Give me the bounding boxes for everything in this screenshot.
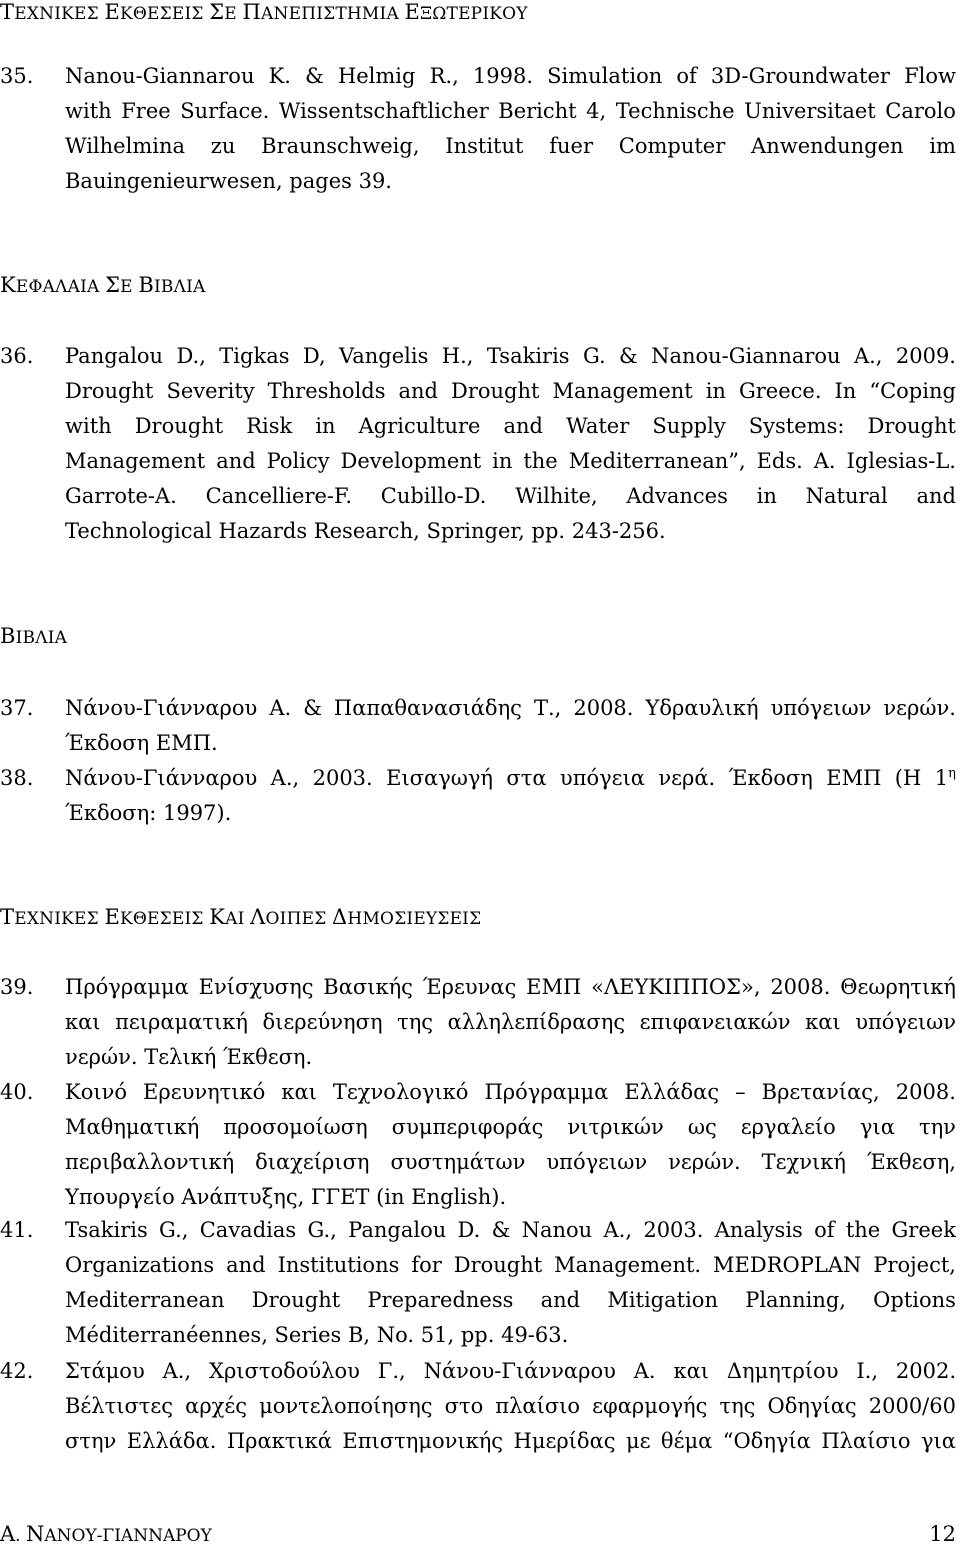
word: Nanou bbox=[521, 1218, 593, 1242]
word: Βρετανίας, bbox=[761, 1080, 880, 1104]
entry-line bbox=[65, 1248, 956, 1282]
initial-letter: Ν bbox=[25, 1522, 45, 1546]
word: Tsakiris bbox=[486, 344, 570, 368]
word: the bbox=[845, 1218, 881, 1242]
word: εφαρμογής bbox=[592, 1394, 708, 1418]
word: με bbox=[625, 1429, 651, 1453]
page-number: 12 bbox=[929, 1522, 956, 1546]
word: Policy bbox=[266, 449, 330, 473]
word: Iglesias-L. bbox=[846, 449, 956, 473]
word: νερών. bbox=[668, 1150, 741, 1174]
word: Technische bbox=[615, 99, 735, 123]
word: for bbox=[411, 1253, 442, 1277]
word: Simulation bbox=[547, 64, 663, 88]
word: νερών. bbox=[883, 696, 956, 720]
entry-number: 41. bbox=[0, 1218, 34, 1242]
initial-letter: Ε bbox=[104, 0, 120, 24]
word: Wissentschaftlicher bbox=[278, 99, 489, 123]
word: in bbox=[492, 449, 513, 473]
word-rest: ΙΒΛΙΑ bbox=[15, 628, 68, 648]
heading-text bbox=[0, 273, 206, 297]
word: Water bbox=[566, 414, 630, 438]
word: $1^\eta$ bbox=[934, 766, 956, 790]
word: Wilhelmina bbox=[65, 134, 185, 158]
word: Analysis bbox=[714, 1218, 803, 1242]
word: Τεχνολογικό bbox=[332, 1080, 469, 1104]
word: MEDROPLAN bbox=[713, 1253, 862, 1277]
word-rest: Ε bbox=[224, 4, 237, 24]
word: and bbox=[226, 1253, 266, 1277]
word: 2008. bbox=[895, 1080, 956, 1104]
word: Greek bbox=[891, 1218, 956, 1242]
entry-line: Méditerranéennes, Series B, No. 51, pp. 49-63. bbox=[65, 1323, 569, 1347]
word: θέμα bbox=[660, 1429, 713, 1453]
entry-line: Bauingenieurwesen, pages 39. bbox=[65, 169, 392, 193]
word: Tsakiris bbox=[65, 1218, 148, 1242]
word-rest: ΚΘΕΣΕΙΣ bbox=[120, 909, 204, 929]
word: Έκθεση, bbox=[866, 1150, 956, 1174]
word: H., bbox=[441, 344, 474, 368]
word: Mediterranean bbox=[65, 1288, 225, 1312]
entry-number: 42. bbox=[0, 1359, 34, 1383]
word: Systems: bbox=[748, 414, 845, 438]
word: Ι., bbox=[856, 1359, 878, 1383]
word: Computer bbox=[618, 134, 726, 158]
entry-line bbox=[65, 691, 956, 725]
word: – bbox=[735, 1080, 746, 1104]
word: Drought bbox=[65, 379, 154, 403]
word: στο bbox=[444, 1394, 484, 1418]
word: & bbox=[303, 696, 322, 720]
entry-line bbox=[65, 1145, 956, 1179]
initial-letter: Ε bbox=[404, 0, 421, 24]
word: Drought bbox=[251, 1288, 341, 1312]
heading-text bbox=[0, 624, 68, 648]
entry-line bbox=[65, 1005, 956, 1039]
word: Natural bbox=[805, 484, 888, 508]
word: και bbox=[65, 1010, 101, 1034]
section-heading-chapters-in-books bbox=[0, 275, 206, 297]
initial-letter: Τ bbox=[0, 0, 15, 24]
word: 4, bbox=[586, 99, 607, 123]
word: Bericht bbox=[498, 99, 577, 123]
word: and bbox=[216, 449, 256, 473]
word: Helmig bbox=[337, 64, 416, 88]
initial-letter: Λ bbox=[250, 905, 266, 929]
initial-letter: Β bbox=[0, 624, 16, 648]
section-heading-technical-reports-abroad bbox=[0, 2, 528, 24]
word: Management. bbox=[554, 1253, 702, 1277]
initial-letter: Κ bbox=[0, 273, 16, 297]
word: in bbox=[705, 379, 726, 403]
word: Eds. bbox=[756, 449, 803, 473]
section-heading-technical-reports-other bbox=[0, 907, 481, 929]
word: with bbox=[65, 99, 112, 123]
word: Development bbox=[340, 449, 482, 473]
word: Anwendungen bbox=[751, 134, 904, 158]
initial-letter: Σ bbox=[209, 0, 225, 24]
word: of bbox=[814, 1218, 835, 1242]
word: Carolo bbox=[885, 99, 956, 123]
word: R., bbox=[429, 64, 459, 88]
word: διαχείριση bbox=[255, 1150, 370, 1174]
entry-number: 39. bbox=[0, 975, 34, 999]
entry-number: 35. bbox=[0, 64, 34, 88]
word: Νάνου-Γιάνναρου bbox=[423, 1359, 616, 1383]
word: 2009. bbox=[895, 344, 956, 368]
word: G., bbox=[159, 1218, 189, 1242]
word: υπόγειων bbox=[855, 1010, 956, 1034]
word: Institut bbox=[445, 134, 524, 158]
word: Παπαθανασιάδης bbox=[333, 696, 522, 720]
word: “Οδηγία bbox=[722, 1429, 811, 1453]
entry-line bbox=[65, 444, 956, 478]
word: In bbox=[834, 379, 857, 403]
word: ΕΜΠ bbox=[526, 975, 582, 999]
word: Mitigation bbox=[607, 1288, 718, 1312]
word: and bbox=[503, 414, 543, 438]
word: Mediterranean”, bbox=[568, 449, 746, 473]
initial-letter: Τ bbox=[0, 905, 15, 929]
word: Thresholds bbox=[267, 379, 386, 403]
section-heading-books bbox=[0, 626, 67, 648]
word: Μαθηματική bbox=[65, 1115, 200, 1139]
entry-line: Υπουργείο Ανάπτυξης, ΓΓΕΤ (in English). bbox=[65, 1185, 507, 1209]
word: the bbox=[523, 449, 558, 473]
word: υπόγειων bbox=[770, 696, 872, 720]
word: G., bbox=[307, 1218, 337, 1242]
word: Α., bbox=[270, 766, 300, 790]
word: Βασικής bbox=[323, 975, 413, 999]
entry-line bbox=[65, 1283, 956, 1317]
initial-letter: Σ bbox=[105, 273, 121, 297]
word: προσομοίωση bbox=[223, 1115, 368, 1139]
word: περιβαλλοντική bbox=[65, 1150, 235, 1174]
word: Organizations bbox=[65, 1253, 215, 1277]
word: υπόγεια bbox=[559, 766, 645, 790]
word: Τεχνική bbox=[761, 1150, 846, 1174]
heading-text bbox=[0, 905, 482, 929]
entry-line: Technological Hazards Research, Springer, pp. 243-256. bbox=[65, 519, 666, 543]
word: Greece. bbox=[738, 379, 822, 403]
word: νιτρικών bbox=[567, 1115, 664, 1139]
word: and bbox=[398, 379, 439, 403]
word: Επιστημονικής bbox=[342, 1429, 504, 1453]
word: & bbox=[619, 344, 638, 368]
word: διερεύνηση bbox=[262, 1010, 383, 1034]
word: αλληλεπίδρασης bbox=[447, 1010, 626, 1034]
word: Ελλάδας bbox=[624, 1080, 720, 1104]
word: συμπεριφοράς bbox=[391, 1115, 544, 1139]
word: στην bbox=[65, 1429, 117, 1453]
word: Garrote-A. bbox=[65, 484, 177, 508]
word: Risk bbox=[246, 414, 293, 438]
word-rest: ΑΝΕΠΙΣΤΗΜΙΑ bbox=[261, 4, 399, 24]
word: Εισαγωγή bbox=[386, 766, 493, 790]
word: 2008. bbox=[770, 975, 831, 999]
entry-line bbox=[65, 479, 956, 513]
word: Free bbox=[121, 99, 171, 123]
word: Cavadias bbox=[199, 1218, 297, 1242]
word: Βέλτιστες bbox=[65, 1394, 174, 1418]
word: Υδραυλική bbox=[645, 696, 759, 720]
word-rest: ΕΧΝΙΚΕΣ bbox=[14, 4, 99, 24]
entry-line bbox=[65, 409, 956, 443]
word: D, bbox=[302, 344, 326, 368]
word: of bbox=[676, 64, 697, 88]
word: D. bbox=[457, 1218, 481, 1242]
entry-line bbox=[65, 1213, 956, 1247]
word: in bbox=[315, 414, 336, 438]
word: της bbox=[397, 1010, 434, 1034]
word: Οδηγίας bbox=[767, 1394, 857, 1418]
word: Πρόγραμμα bbox=[65, 975, 189, 999]
entry-line bbox=[65, 94, 956, 128]
word: Options bbox=[873, 1288, 956, 1312]
word: A., bbox=[853, 344, 883, 368]
entry-number: 36. bbox=[0, 344, 34, 368]
word: για bbox=[859, 1115, 895, 1139]
word: 2002. bbox=[895, 1359, 956, 1383]
word: Πλαίσιο bbox=[821, 1429, 911, 1453]
word: Drought bbox=[451, 379, 540, 403]
word: Νάνου-Γιάνναρου bbox=[65, 696, 258, 720]
word: Cancelliere-F. bbox=[205, 484, 352, 508]
word: την bbox=[918, 1115, 956, 1139]
entry-number: 37. bbox=[0, 696, 34, 720]
word: Preparedness bbox=[367, 1288, 514, 1312]
word-rest: ΚΘΕΣΕΙΣ bbox=[120, 4, 204, 24]
word: και bbox=[673, 1359, 709, 1383]
word: μοντελοποίησης bbox=[259, 1394, 433, 1418]
word: Universitaet bbox=[744, 99, 876, 123]
word: and bbox=[916, 484, 956, 508]
word: Πρακτικά bbox=[226, 1429, 332, 1453]
word: Wilhite, bbox=[515, 484, 598, 508]
word: Ημερίδας bbox=[513, 1429, 616, 1453]
word: Έκδοση bbox=[728, 766, 813, 790]
word: zu bbox=[210, 134, 236, 158]
word: Drought bbox=[453, 1253, 543, 1277]
word: «ΛΕΥΚΙΠΠΟΣ», bbox=[591, 975, 761, 999]
word: Nanou-Giannarou bbox=[651, 344, 841, 368]
word: Management bbox=[552, 379, 693, 403]
word: Pangalou bbox=[348, 1218, 447, 1242]
word: and bbox=[540, 1288, 581, 1312]
word: 2003. bbox=[643, 1218, 704, 1242]
word: “Coping bbox=[869, 379, 956, 403]
entry-line bbox=[65, 59, 956, 93]
word-rest: ΗΜΟΣΙΕΥΣΕΙΣ bbox=[347, 909, 482, 929]
word-rest: ΑΙ bbox=[225, 909, 245, 929]
word: επιφανειακών bbox=[639, 1010, 791, 1034]
word: (Η bbox=[894, 766, 922, 790]
word: στα bbox=[506, 766, 547, 790]
word: Πρόγραμμα bbox=[484, 1080, 609, 1104]
word: Έρευνας bbox=[422, 975, 517, 999]
word: with bbox=[65, 414, 112, 438]
word: για bbox=[921, 1429, 956, 1453]
initial-letter: Α bbox=[0, 1522, 16, 1546]
word: fuer bbox=[549, 134, 593, 158]
word: και bbox=[805, 1010, 841, 1034]
word: Drought bbox=[867, 414, 956, 438]
word: Project, bbox=[873, 1253, 956, 1277]
entry-line bbox=[65, 970, 956, 1004]
word: Ενίσχυσης bbox=[198, 975, 314, 999]
word: Χριστοδούλου bbox=[209, 1359, 360, 1383]
word: αρχές bbox=[185, 1394, 248, 1418]
word: πειραματική bbox=[115, 1010, 248, 1034]
entry-line bbox=[65, 761, 956, 795]
word: Management bbox=[65, 449, 206, 473]
word: Ελλάδα. bbox=[126, 1429, 217, 1453]
word: Tigkas bbox=[219, 344, 290, 368]
word: Surface. bbox=[180, 99, 270, 123]
word: Severity bbox=[166, 379, 255, 403]
word: Nanou-Giannarou bbox=[65, 64, 255, 88]
word: νερά. bbox=[658, 766, 716, 790]
word: Agriculture bbox=[358, 414, 481, 438]
word: K. bbox=[268, 64, 291, 88]
word-rest: Ε bbox=[120, 277, 133, 297]
word: G. bbox=[582, 344, 606, 368]
word: 2003. bbox=[312, 766, 373, 790]
word: της bbox=[719, 1394, 756, 1418]
word-rest: ΟΙΠΕΣ bbox=[265, 909, 327, 929]
entry-line bbox=[65, 1389, 956, 1423]
word: συστημάτων bbox=[390, 1150, 526, 1174]
word: υπόγειων bbox=[546, 1150, 648, 1174]
entry-line bbox=[65, 1110, 956, 1144]
word: Advances bbox=[626, 484, 728, 508]
word: Γ., bbox=[377, 1359, 406, 1383]
word-rest: ΑΝΟΥ-ΓΙΑΝΝΑΡΟΥ bbox=[44, 1526, 212, 1546]
word: 2000/60 bbox=[868, 1394, 956, 1418]
superscript: η bbox=[948, 766, 956, 781]
word: Α., bbox=[162, 1359, 192, 1383]
entry-line bbox=[65, 129, 956, 163]
entry-line bbox=[65, 1424, 956, 1458]
word: ως bbox=[687, 1115, 717, 1139]
word: Δημητρίου bbox=[726, 1359, 839, 1383]
word: Κοινό bbox=[65, 1080, 127, 1104]
word-rest: ΞΩΤΕΡΙΚΟΥ bbox=[420, 4, 528, 24]
entry-line: Έκδοση ΕΜΠ. bbox=[65, 731, 218, 755]
word: πλαίσιο bbox=[495, 1394, 581, 1418]
word: Θεωρητική bbox=[840, 975, 956, 999]
word-rest: ΕΦΑΛΑΙΑ bbox=[15, 277, 100, 297]
word: Institutions bbox=[277, 1253, 400, 1277]
word: Pangalou bbox=[65, 344, 164, 368]
word: και bbox=[281, 1080, 317, 1104]
footer-author bbox=[0, 1523, 212, 1547]
word: Ερευνητικό bbox=[143, 1080, 266, 1104]
word: εργαλείο bbox=[740, 1115, 836, 1139]
entry-number: 38. bbox=[0, 766, 34, 790]
word-rest: ΙΒΛΙΑ bbox=[154, 277, 206, 297]
word: im bbox=[929, 134, 956, 158]
word: Braunschweig, bbox=[261, 134, 420, 158]
footer-author-text bbox=[0, 1522, 212, 1546]
initial-letter: Π bbox=[242, 0, 262, 24]
word: 3D-Groundwater bbox=[710, 64, 890, 88]
word: Στάμου bbox=[65, 1359, 145, 1383]
word: Supply bbox=[652, 414, 726, 438]
word: Vangelis bbox=[339, 344, 429, 368]
word: A. bbox=[813, 449, 836, 473]
word: Νάνου-Γιάνναρου bbox=[65, 766, 258, 790]
word: ΕΜΠ bbox=[826, 766, 882, 790]
entry-line: νερών. Τελική Έκθεση. bbox=[65, 1045, 313, 1069]
initial-letter: Β bbox=[138, 273, 155, 297]
word-rest: ΕΧΝΙΚΕΣ bbox=[14, 909, 99, 929]
word: 2008. bbox=[573, 696, 634, 720]
word: Α. bbox=[269, 696, 292, 720]
entry-line bbox=[65, 374, 956, 408]
word: & bbox=[491, 1218, 511, 1242]
word: in bbox=[756, 484, 777, 508]
entry-line: Έκδοση: 1997). bbox=[65, 801, 232, 825]
initial-letter: Ε bbox=[104, 905, 120, 929]
initial-letter: Δ bbox=[332, 905, 348, 929]
word: Planning, bbox=[745, 1288, 846, 1312]
word: Cubillo-D. bbox=[380, 484, 487, 508]
initial-letter: Κ bbox=[209, 905, 226, 929]
word: D., bbox=[176, 344, 206, 368]
heading-text bbox=[0, 0, 528, 24]
word: Flow bbox=[904, 64, 956, 88]
word-rest: . bbox=[15, 1526, 21, 1546]
entry-line bbox=[65, 339, 956, 373]
word: 1998. bbox=[472, 64, 534, 88]
entry-number: 40. bbox=[0, 1080, 34, 1104]
word: Drought bbox=[134, 414, 224, 438]
word: & bbox=[305, 64, 324, 88]
entry-line bbox=[65, 1075, 956, 1109]
word: Τ., bbox=[533, 696, 562, 720]
entry-line bbox=[65, 1354, 956, 1388]
word: Α. bbox=[633, 1359, 656, 1383]
word: A., bbox=[603, 1218, 633, 1242]
